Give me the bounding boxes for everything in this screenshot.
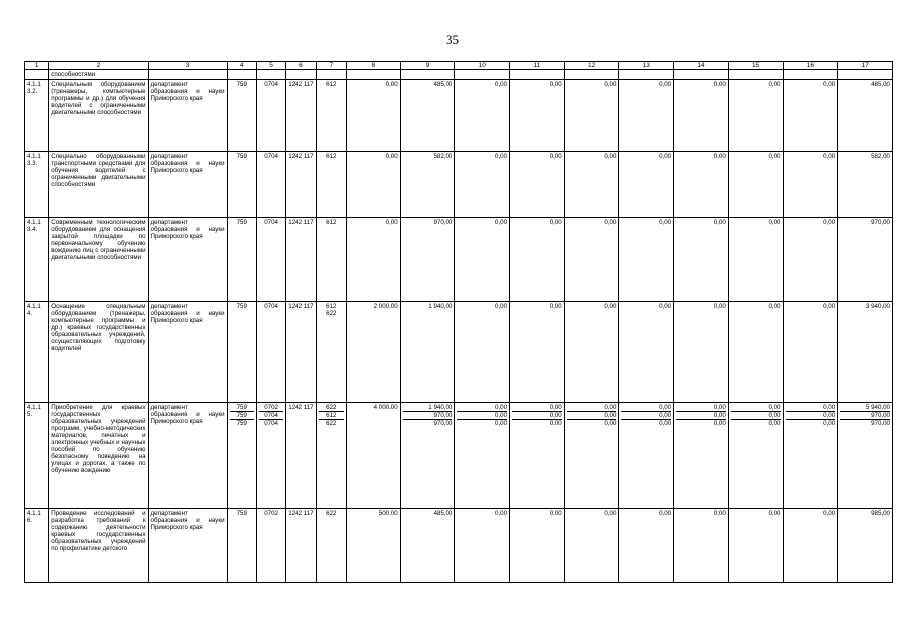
- cell-value: 17: [861, 62, 869, 69]
- cell-empty: [148, 70, 227, 80]
- column-header: [783, 62, 838, 70]
- cell-value: 970,00: [433, 420, 453, 427]
- cell-value: Современным технологическим оборудованием для оснащения закрытой площадки по первоначальному обучению вождению лиц с ограниченными двигательными способностями: [51, 219, 146, 261]
- cell-empty: [728, 70, 783, 80]
- cell-c16: [783, 218, 838, 302]
- cell-value: 0704: [264, 303, 278, 310]
- cell-value: 0,00: [604, 81, 617, 88]
- cell-value: 0702: [259, 404, 283, 412]
- cell-c16: [783, 152, 838, 218]
- cell-value: 0,00: [713, 303, 726, 310]
- cell-value: департамент образования и науки Приморского края: [150, 404, 225, 425]
- cell-c5: [256, 403, 285, 509]
- cell-value: 0,00: [549, 303, 562, 310]
- cell-value: 0,00: [676, 412, 726, 420]
- cell-value: 0,00: [659, 81, 672, 88]
- column-header: [400, 62, 455, 70]
- cell-value: 612: [319, 412, 344, 420]
- cell-value: 0,00: [768, 420, 781, 427]
- cell-value: 16: [806, 62, 814, 69]
- cell-c6: [286, 509, 316, 583]
- column-header: [256, 62, 285, 70]
- cell-c7: [316, 509, 346, 583]
- cell-value: 0,00: [495, 420, 508, 427]
- table-header-row: [25, 62, 893, 70]
- cell-c11: [510, 80, 565, 152]
- cell-c13: [619, 403, 674, 509]
- cell-c10: [455, 80, 510, 152]
- cell-c6: [286, 218, 316, 302]
- row-code: [25, 80, 49, 152]
- cell-c5: [256, 218, 285, 302]
- column-header: [838, 62, 893, 70]
- row-name: [49, 509, 148, 583]
- cell-empty: [783, 70, 838, 80]
- cell-c13: [619, 80, 674, 152]
- cell-value: 759: [236, 153, 247, 160]
- cell-c8: [347, 509, 401, 583]
- cell-value: 0,00: [823, 153, 836, 160]
- cell-value: 970,00: [871, 219, 890, 226]
- cell-value: 0,00: [385, 219, 398, 226]
- cell-c10: [455, 509, 510, 583]
- cell-value: 0,00: [604, 153, 617, 160]
- cell-c13: [619, 152, 674, 218]
- cell-value: 0,00: [621, 412, 671, 420]
- cell-value: 0,00: [731, 404, 781, 412]
- row-code: [25, 218, 49, 302]
- cell-c15: [728, 302, 783, 403]
- row-name: [49, 218, 148, 302]
- cell-value: 0,00: [659, 219, 672, 226]
- column-header: [286, 62, 316, 70]
- page-number: 35: [446, 32, 459, 47]
- cell-empty: [619, 70, 674, 80]
- column-header: [227, 62, 256, 70]
- table-row: [25, 152, 893, 218]
- cell-value: 0,00: [823, 510, 836, 517]
- cell-value: Приобретение для краевых государственных образовательных учреждений программ, учебно-методических материалов, печатных и электронных учебных и научных пособий по обучению безопасному поведению на улицах и дорогах, а также по обучению вождению: [51, 404, 146, 474]
- cell-value: 985,00: [871, 510, 890, 517]
- cell-c4: [227, 403, 256, 509]
- row-department: [148, 509, 227, 583]
- row-code: [25, 152, 49, 218]
- cell-value: 0,00: [731, 412, 781, 420]
- cell-value: 0,00: [549, 510, 562, 517]
- cell-c12: [564, 218, 619, 302]
- cell-c6: [286, 403, 316, 509]
- cell-value: 4.1.1 4.: [27, 303, 41, 317]
- cell-value: 0,00: [823, 219, 836, 226]
- cell-value: 612: [326, 303, 337, 310]
- cell-c14: [674, 80, 729, 152]
- cell-value: 485,00: [433, 81, 453, 88]
- cell-c13: [619, 302, 674, 403]
- cell-c17: [838, 152, 893, 218]
- cell-c15: [728, 80, 783, 152]
- cell-value: 5 940,00: [840, 404, 890, 412]
- cell-c14: [674, 218, 729, 302]
- cell-c12: [564, 302, 619, 403]
- cell-value: 0,00: [567, 412, 617, 420]
- cell-value: 4.1.1 3.3.: [27, 153, 41, 167]
- cell-value: 0,00: [385, 81, 398, 88]
- cell-value: 0,00: [768, 81, 781, 88]
- cell-c15: [728, 509, 783, 583]
- cell-c9: [400, 509, 455, 583]
- cell-value: 0702: [264, 510, 278, 517]
- cell-c5: [256, 302, 285, 403]
- cell-c11: [510, 218, 565, 302]
- cell-value: 0,00: [457, 412, 507, 420]
- cell-c11: [510, 152, 565, 218]
- cell-value: 4: [239, 62, 244, 69]
- cell-c8: [347, 152, 401, 218]
- budget-table: [24, 61, 893, 583]
- cell-value: 0,00: [604, 219, 617, 226]
- row-department: [148, 218, 227, 302]
- table-row: [25, 80, 893, 152]
- row-code: [25, 509, 49, 583]
- cell-c17: [838, 302, 893, 403]
- cell-value: 0,00: [495, 81, 508, 88]
- cell-c14: [674, 509, 729, 583]
- cell-value: 2: [96, 62, 101, 69]
- cell-c12: [564, 403, 619, 509]
- cell-value: 1242 117: [288, 510, 314, 517]
- cell-value: 485,00: [871, 81, 890, 88]
- cell-value: 11: [533, 62, 541, 69]
- cell-value: 7: [329, 62, 334, 69]
- cell-value: 6: [299, 62, 303, 69]
- cell-c17: [838, 509, 893, 583]
- column-header: [564, 62, 619, 70]
- cell-empty: [455, 70, 510, 80]
- cell-empty: [286, 70, 316, 80]
- row-code: [25, 70, 49, 80]
- cell-value: 612: [326, 81, 337, 88]
- cell-value: 5: [269, 62, 273, 69]
- cell-value: 0,00: [768, 219, 781, 226]
- cell-value: 0,00: [495, 153, 508, 160]
- cell-c16: [783, 302, 838, 403]
- cell-c8: [347, 403, 401, 509]
- cell-value: 8: [371, 62, 376, 69]
- cell-value: 0,00: [768, 153, 781, 160]
- cell-c4: [227, 302, 256, 403]
- cell-value: 0,00: [823, 303, 836, 310]
- row-department: [148, 152, 227, 218]
- cell-c13: [619, 218, 674, 302]
- cell-c8: [347, 218, 401, 302]
- cell-value: 759: [236, 510, 247, 517]
- cell-value: 0,00: [495, 303, 508, 310]
- cell-value: 0,00: [604, 303, 617, 310]
- cell-value: 1: [34, 62, 39, 69]
- cell-value: 582,00: [433, 153, 453, 160]
- cell-c9: [400, 218, 455, 302]
- cell-value: 0,00: [659, 303, 672, 310]
- cell-c17: [838, 80, 893, 152]
- cell-value: департамент образования и науки Приморского края: [150, 153, 225, 174]
- cell-value: 759: [236, 303, 247, 310]
- cell-value: 0,00: [823, 81, 836, 88]
- cell-value: 0,00: [385, 153, 398, 160]
- cell-value: 0,00: [713, 219, 726, 226]
- cell-value: 0704: [264, 81, 278, 88]
- cell-value: 3 940,00: [865, 303, 890, 310]
- row-code: [25, 403, 49, 509]
- cell-value: 970,00: [840, 412, 890, 420]
- cell-value: способностями: [51, 71, 96, 78]
- cell-value: 0,00: [621, 404, 671, 412]
- cell-value: 1 940,00: [403, 404, 453, 412]
- cell-value: 0,00: [676, 404, 726, 412]
- cell-value: 0,00: [549, 153, 562, 160]
- cell-c10: [455, 302, 510, 403]
- cell-value: 0,00: [786, 404, 836, 412]
- cell-c10: [455, 218, 510, 302]
- cell-value: департамент образования и науки Приморского края: [150, 303, 225, 324]
- cell-c12: [564, 152, 619, 218]
- cell-c14: [674, 403, 729, 509]
- column-header: [148, 62, 227, 70]
- cell-value: 622: [326, 310, 337, 317]
- cell-c15: [728, 218, 783, 302]
- cell-value: 0,00: [823, 420, 836, 427]
- cell-value: 13: [642, 62, 650, 69]
- cell-value: 622: [319, 404, 344, 412]
- cell-value: 10: [478, 62, 486, 69]
- cell-c12: [564, 509, 619, 583]
- cell-value: 0704: [264, 219, 278, 226]
- cell-value: 2 000,00: [373, 303, 398, 310]
- cell-empty: [316, 70, 346, 80]
- cell-value: 0,00: [604, 420, 617, 427]
- cell-c16: [783, 403, 838, 509]
- cell-value: 582,00: [871, 153, 890, 160]
- column-header: [49, 62, 148, 70]
- cell-c14: [674, 302, 729, 403]
- cell-value: 0,00: [713, 153, 726, 160]
- cell-value: 4.1.1 3.4.: [27, 219, 41, 233]
- cell-value: 0,00: [768, 303, 781, 310]
- cell-c10: [455, 403, 510, 509]
- cell-c7: [316, 403, 346, 509]
- column-header: [25, 62, 49, 70]
- cell-value: 0,00: [786, 412, 836, 420]
- cell-value: 9: [425, 62, 430, 69]
- cell-value: 0,00: [495, 510, 508, 517]
- cell-c9: [400, 152, 455, 218]
- cell-empty: [510, 70, 565, 80]
- cell-value: 0,00: [768, 510, 781, 517]
- cell-value: департамент образования и науки Приморского края: [150, 219, 225, 240]
- column-header: [510, 62, 565, 70]
- cell-empty: [674, 70, 729, 80]
- cell-value: 14: [697, 62, 705, 69]
- cell-c5: [256, 80, 285, 152]
- cell-value: 759: [236, 219, 247, 226]
- cell-empty: [256, 70, 285, 80]
- row-name: [49, 80, 148, 152]
- cell-c4: [227, 218, 256, 302]
- cell-value: 612: [326, 153, 337, 160]
- cell-c7: [316, 80, 346, 152]
- row-name: [49, 70, 148, 80]
- cell-c5: [256, 509, 285, 583]
- cell-value: Проведение исследований и разработка требований к содержанию деятельности краевых государственных образовательных учреждений по профилактике детского: [51, 510, 146, 552]
- cell-value: 612: [326, 219, 337, 226]
- cell-value: 0,00: [713, 510, 726, 517]
- row-department: [148, 80, 227, 152]
- row-name: [49, 302, 148, 403]
- row-name: [49, 403, 148, 509]
- cell-value: 970,00: [433, 219, 453, 226]
- column-header: [728, 62, 783, 70]
- cell-value: Специальным оборудованием (тренажеры, компьютерные программы и др.) для обучения водителей с ограниченными двигательными способностями: [51, 81, 146, 116]
- column-header: [347, 62, 401, 70]
- cell-value: 1242 117: [288, 153, 314, 160]
- cell-value: 15: [752, 62, 760, 69]
- cell-value: 1242 117: [288, 81, 314, 88]
- table-row: [25, 302, 893, 403]
- cell-c4: [227, 509, 256, 583]
- cell-c8: [347, 302, 401, 403]
- table-row: [25, 509, 893, 583]
- cell-value: 500,00: [378, 510, 398, 517]
- cell-value: 4.1.1 3.2.: [27, 81, 41, 95]
- cell-value: 622: [326, 420, 337, 427]
- cell-value: 3: [185, 62, 190, 69]
- row-code: [25, 302, 49, 403]
- cell-c11: [510, 302, 565, 403]
- cell-value: 759: [236, 420, 247, 427]
- table-row: [25, 218, 893, 302]
- column-header: [316, 62, 346, 70]
- cell-value: 759: [230, 412, 254, 420]
- cell-value: 622: [326, 510, 337, 517]
- cell-c7: [316, 218, 346, 302]
- cell-value: 759: [236, 81, 247, 88]
- cell-c9: [400, 302, 455, 403]
- cell-c12: [564, 80, 619, 152]
- row-name: [49, 152, 148, 218]
- cell-c14: [674, 152, 729, 218]
- cell-c7: [316, 302, 346, 403]
- cell-value: 0,00: [659, 510, 672, 517]
- cell-value: 0,00: [713, 420, 726, 427]
- cell-value: 0,00: [549, 420, 562, 427]
- cell-value: 0,00: [659, 153, 672, 160]
- cell-c16: [783, 509, 838, 583]
- cell-value: 0,00: [713, 81, 726, 88]
- cell-c4: [227, 80, 256, 152]
- cell-value: 0,00: [457, 404, 507, 412]
- table-row: [25, 403, 893, 509]
- cell-c8: [347, 80, 401, 152]
- cell-value: 970,00: [871, 420, 890, 427]
- cell-empty: [400, 70, 455, 80]
- cell-value: 485,00: [433, 510, 453, 517]
- table-row: [25, 70, 893, 80]
- cell-value: Специально оборудованными транспортными средствами для обучения водителей с ограниченными двигательными способностями: [51, 153, 146, 188]
- cell-c16: [783, 80, 838, 152]
- cell-empty: [838, 70, 893, 80]
- cell-c10: [455, 152, 510, 218]
- cell-value: 0,00: [512, 412, 562, 420]
- cell-c17: [838, 218, 893, 302]
- cell-value: департамент образования и науки Приморского края: [150, 81, 225, 102]
- cell-c5: [256, 152, 285, 218]
- cell-c11: [510, 509, 565, 583]
- cell-empty: [347, 70, 401, 80]
- cell-value: 0,00: [604, 510, 617, 517]
- cell-value: 0704: [264, 420, 278, 427]
- cell-value: 1242 117: [288, 404, 314, 411]
- cell-c4: [227, 152, 256, 218]
- cell-value: 0,00: [659, 420, 672, 427]
- cell-c11: [510, 403, 565, 509]
- cell-value: 1 940,00: [428, 303, 453, 310]
- cell-value: 4.1.1 5.: [27, 404, 41, 418]
- cell-value: 1242 117: [288, 303, 314, 310]
- column-header: [674, 62, 729, 70]
- cell-value: 759: [230, 404, 254, 412]
- cell-value: 0704: [264, 153, 278, 160]
- cell-c9: [400, 80, 455, 152]
- cell-c6: [286, 152, 316, 218]
- cell-c6: [286, 80, 316, 152]
- cell-value: 0,00: [567, 404, 617, 412]
- cell-value: 4.1.1 6.: [27, 510, 41, 524]
- cell-value: 970,00: [403, 412, 453, 420]
- cell-value: 12: [587, 62, 596, 69]
- column-header: [455, 62, 510, 70]
- cell-value: 0,00: [512, 404, 562, 412]
- cell-value: 0,00: [549, 81, 562, 88]
- cell-c17: [838, 403, 893, 509]
- column-header: [619, 62, 674, 70]
- cell-value: 0704: [259, 412, 283, 420]
- cell-c6: [286, 302, 316, 403]
- cell-c7: [316, 152, 346, 218]
- row-department: [148, 302, 227, 403]
- cell-empty: [227, 70, 256, 80]
- cell-value: Оснащение специальным оборудованием (тренажеры, компьютерные программы и др.) краевых государственных образовательных учреждений, осуществляющих подготовку водителей: [51, 303, 146, 352]
- cell-value: 0,00: [549, 219, 562, 226]
- cell-c9: [400, 403, 455, 509]
- cell-empty: [564, 70, 619, 80]
- cell-value: департамент образования и науки Приморского края: [150, 510, 225, 531]
- row-department: [148, 403, 227, 509]
- cell-value: 4 000,00: [373, 404, 398, 411]
- cell-c15: [728, 403, 783, 509]
- cell-c15: [728, 152, 783, 218]
- cell-c13: [619, 509, 674, 583]
- cell-value: 1242 117: [288, 219, 314, 226]
- cell-value: 0,00: [495, 219, 508, 226]
